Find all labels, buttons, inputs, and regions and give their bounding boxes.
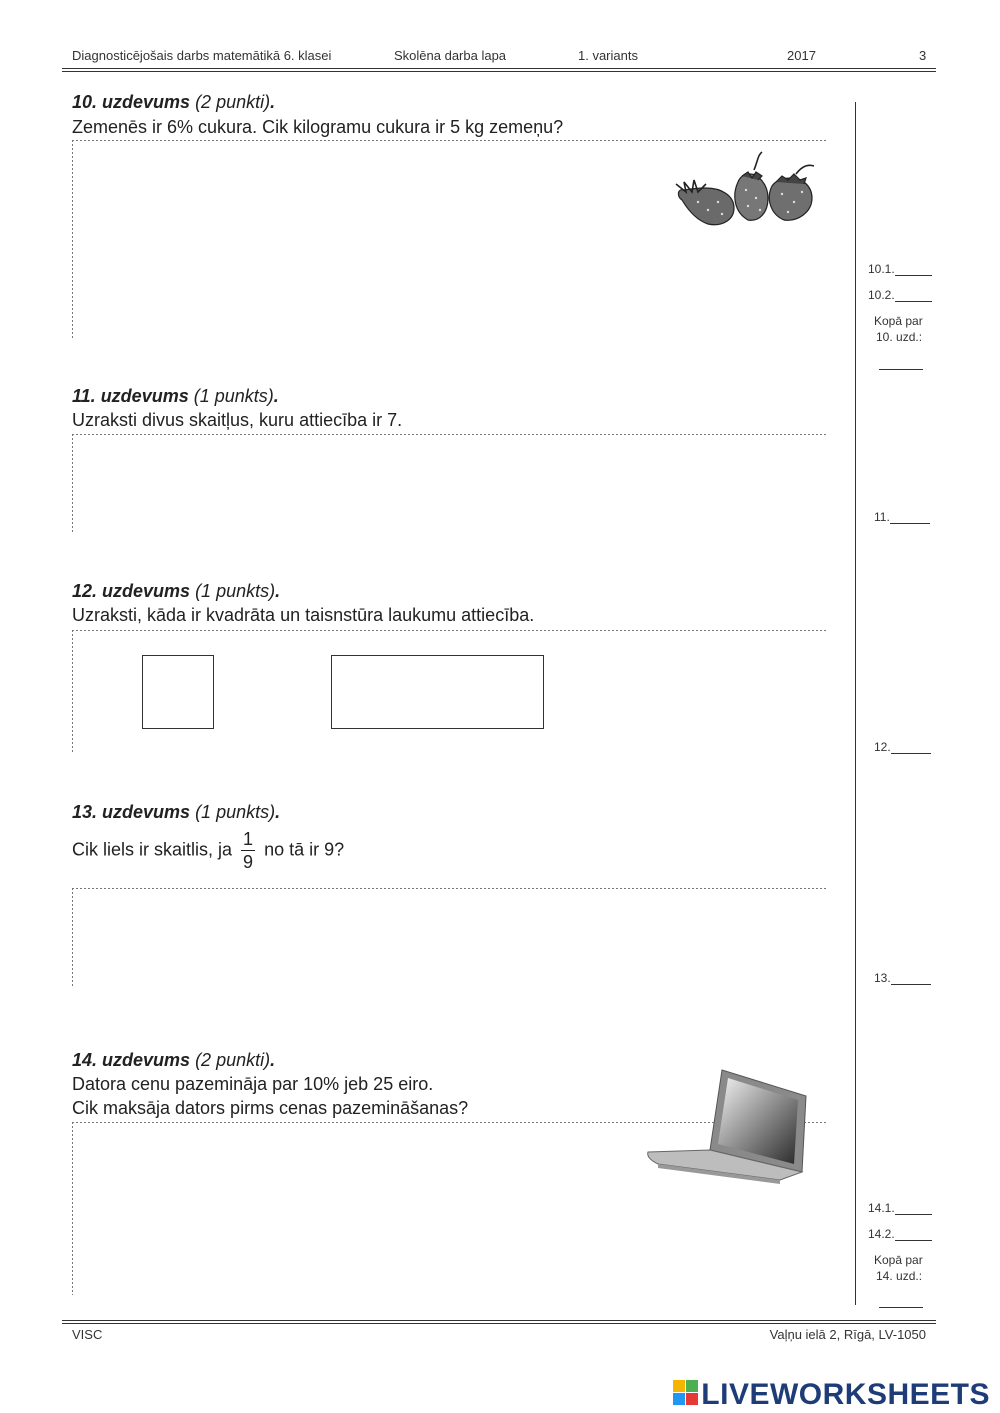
header-doc-type: Skolēna darba lapa: [394, 48, 507, 63]
task-10-text: Zemenēs ir 6% cukura. Cik kilogramu cukura ir 5 kg zemeņu?: [72, 117, 564, 137]
rectangle-shape: [331, 655, 544, 729]
task-12-title: 12. uzdevums (1 punkts).: [72, 581, 281, 601]
header-rule-2: [62, 71, 936, 72]
total-10-blank[interactable]: [879, 369, 923, 370]
fraction-numerator: 1: [243, 829, 254, 849]
score-12[interactable]: 12.: [874, 740, 931, 754]
strawberries-icon: [672, 150, 820, 232]
footer-rule-2: [62, 1323, 936, 1324]
liveworksheets-text: LIVEWORKSHEETS: [701, 1378, 990, 1411]
score-13[interactable]: 13.: [874, 971, 931, 985]
task-14-title: 14. uzdevums (2 punkti).: [72, 1050, 276, 1070]
header-year: 2017: [787, 48, 816, 63]
header-variant: 1. variants: [578, 48, 638, 63]
total-14-label: Kopā par: [874, 1253, 923, 1267]
footer-org: VISC: [72, 1327, 103, 1342]
task-11-answer-grid[interactable]: [72, 434, 826, 533]
task-11-text: Uzraksti divus skaitļus, kuru attiecība ir 7.: [72, 410, 403, 430]
score-11[interactable]: 11.: [874, 510, 930, 524]
task-10-title: 10. uzdevums (2 punkti).: [72, 92, 276, 112]
total-10-label: Kopā par: [874, 314, 923, 328]
fraction: [241, 828, 255, 873]
header-subject: Diagnosticējošais darbs matemātikā 6. klasei: [72, 48, 332, 63]
fraction-denominator: 9: [243, 852, 254, 872]
total-14-label-2: 14. uzd.:: [876, 1269, 923, 1283]
total-10-label-2: 10. uzd.:: [876, 330, 923, 344]
header-rule: [62, 68, 936, 69]
footer-rule: [62, 1320, 936, 1321]
task-14-text-line-2: Cik maksāja dators pirms cenas pazemināšanas?: [72, 1098, 469, 1118]
task-14-text-line-1: Datora cenu pazemināja par 10% jeb 25 eiro.: [72, 1074, 434, 1094]
task-13-text: Cik liels ir skaitlis, ja $\frac{1}{9}$ no tā ir 9?: [72, 829, 345, 872]
score-column-line: [855, 102, 856, 1305]
score-14-1[interactable]: 14.1.: [868, 1201, 932, 1215]
score-14-2[interactable]: 14.2.: [868, 1227, 932, 1241]
task-13-title: 13. uzdevums (1 punkts).: [72, 802, 281, 822]
task-13-answer-grid[interactable]: [72, 888, 826, 987]
header-page-number: 3: [919, 48, 927, 63]
total-14-blank[interactable]: [879, 1307, 923, 1308]
laptop-icon: [644, 1066, 816, 1186]
footer-address: Vaļņu ielā 2, Rīgā, LV-1050: [769, 1327, 926, 1342]
square-shape: [142, 655, 214, 729]
score-10-1[interactable]: 10.1.: [868, 262, 932, 276]
task-12-text: Uzraksti, kāda ir kvadrāta un taisnstūra laukumu attiecība.: [72, 605, 535, 625]
score-10-2[interactable]: 10.2.: [868, 288, 932, 302]
liveworksheets-watermark[interactable]: [673, 1378, 990, 1412]
task-11-title: 11. uzdevums (1 punkts).: [72, 386, 279, 406]
liveworksheets-logo-icon: [673, 1380, 699, 1406]
